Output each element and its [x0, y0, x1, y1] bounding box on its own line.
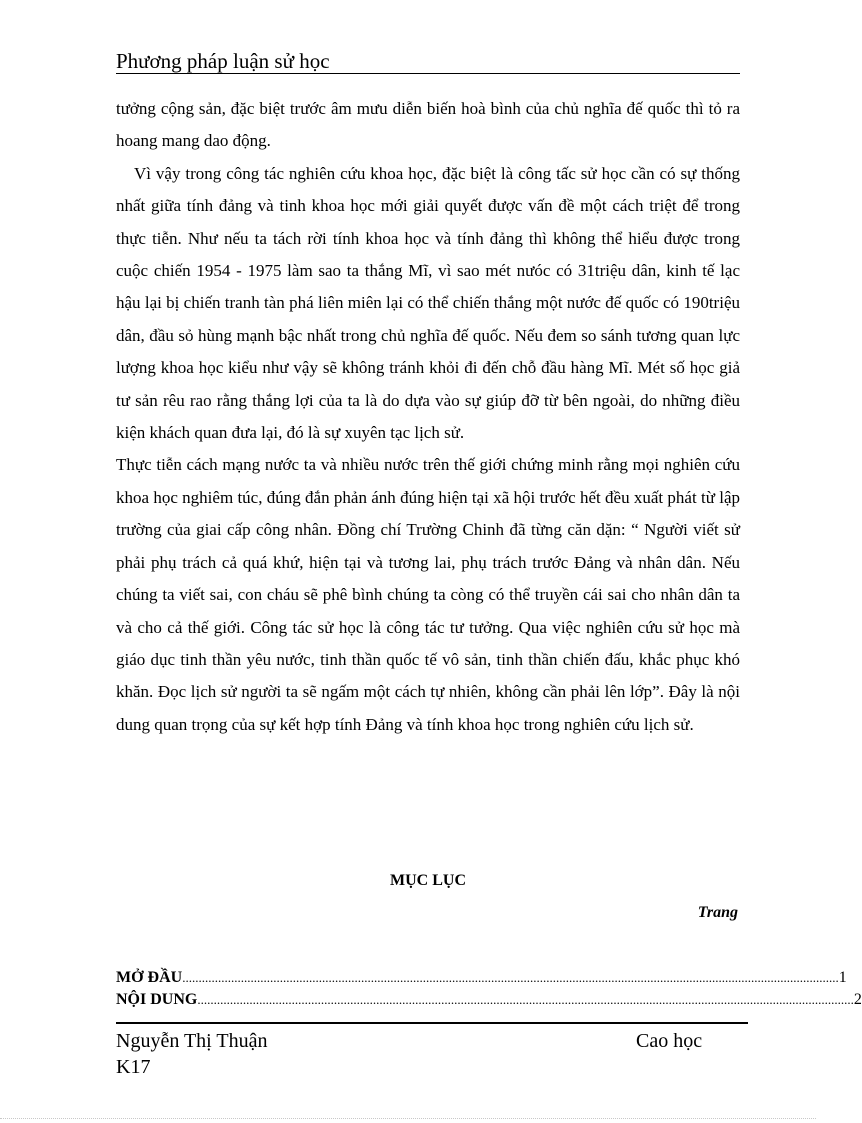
toc-entry-label: NỘI DUNG — [116, 991, 198, 1008]
footer-course: Cao học — [636, 1030, 703, 1052]
toc-entry-page: 2 — [853, 991, 862, 1008]
footer-author: Nguyễn Thị Thuận — [116, 1030, 268, 1052]
footer-divider — [116, 1022, 748, 1024]
page-bottom-edge — [0, 1118, 816, 1119]
toc-leader-dots: .......................................................................................................................................................................................................... — [197, 992, 854, 1007]
header-divider — [116, 73, 740, 74]
footer-cohort: K17 — [116, 1056, 151, 1078]
toc-entry-page: 1 — [838, 969, 847, 986]
body-paragraph: Thực tiễn cách mạng nước ta và nhiều nước trên thế giới chứng minh rằng mọi nghiên cứu khoa học nghiêm túc, đúng đắn phản ánh đúng hiện tại xã hội trước hết đều xuất phát từ lập trường của giai cấp công nhân. Đồng chí Trường Chinh đã từng căn dặn: “ Người viết sử phải phụ trách cả quá khứ, hiện tại và tương lai, phụ trách trước Đảng và nhân dân. Nếu chúng ta viết sai, con cháu sẽ phê bình chúng ta còng có thể truyền cái sai cho nhân dân ta và cho cả thế giới. Công tác sử học là công tác tư tưởng. Qua việc nghiên cứu sử học mà giáo dục tinh thần yêu nước, tinh thần quốc tế vô sản, tinh thần chiến đấu, khắc phục khó khăn. Đọc lịch sử người ta sẽ ngấm một cách tự nhiên, không cần phải lên lớp”. Đây là nội dung quan trọng của sự kết hợp tính Đảng và tính khoa học trong nghiên cứu lịch sử. — [116, 455, 740, 734]
toc-entry[interactable] — [116, 990, 862, 1010]
toc-heading: MỤC LỤC — [390, 872, 466, 889]
running-header-title: Phương pháp luận sử học — [116, 49, 330, 73]
toc-leader-dots: .......................................................................................................................................................................................................... — [182, 970, 839, 985]
toc-entry-label: MỞ ĐẦU — [116, 969, 183, 986]
toc-entry[interactable] — [116, 968, 847, 988]
body-paragraph: Vì vậy trong công tác nghiên cứu khoa học, đặc biệt là công tấc sử học cần có sự thống nhất giữa tính đảng và tinh khoa học mới giải quyết được vấn đề một cách triệt để trong thực tiễn. Như nếu ta tách rời tính khoa học và tính đảng thì không thể hiểu được trong cuộc chiến 1954 - 1975 làm sao ta thắng Mĩ, vì sao mét nưóc có 31triệu dân, kinh tế lạc hậu lại bị chiến tranh tàn phá liên miên lại có thể chiến thắng một nước đế quốc có 190triệu dân, đầu sỏ hùng mạnh bậc nhất trong chủ nghĩa đế quốc. Nếu đem so sánh tương quan lực lượng khoa học kiểu như vậy sẽ không tránh khỏi đi đến chỗ đầu hàng Mĩ. Mét số học giả tư sản rêu rao rằng thắng lợi của ta là do dựa vào sự giúp đỡ từ bên ngoài, do những điều kiện khách quan đưa lại, đó là sự xuyên tạc lịch sử. — [116, 163, 740, 443]
body-paragraph: tưởng cộng sản, đặc biệt trước âm mưu diễn biến hoà bình của chủ nghĩa đế quốc thì tỏ ra hoang mang dao động. — [116, 99, 740, 151]
body-text — [116, 93, 740, 741]
toc-page-label: Trang — [697, 904, 738, 921]
